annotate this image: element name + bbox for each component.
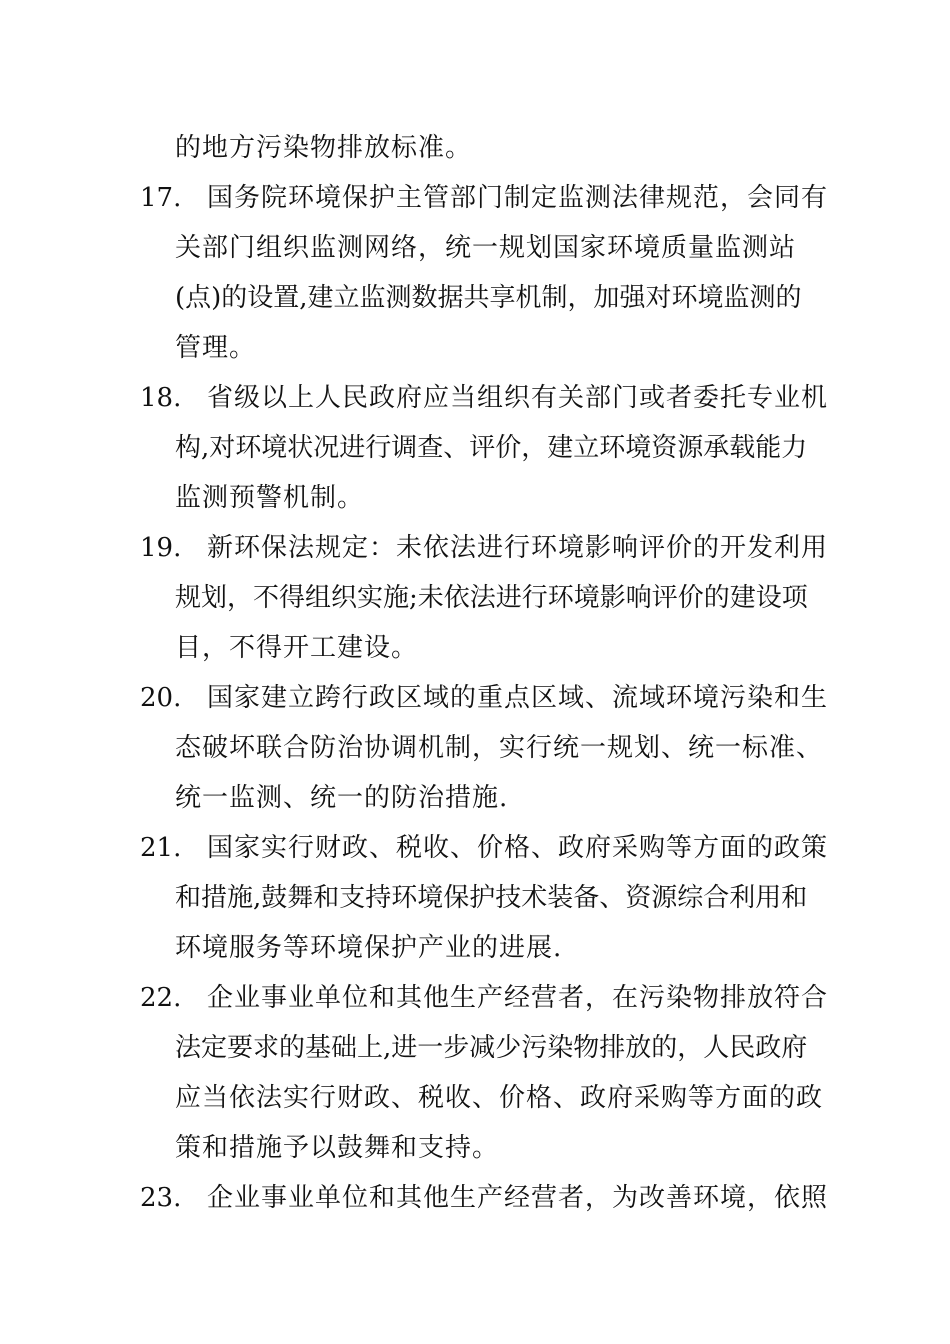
item-line: 监测预警机制。 <box>175 483 365 513</box>
item-line: 规划，不得组织实施;未依法进行环境影响评价的建设项 <box>175 583 808 613</box>
paragraph-continuation: 的地方污染物排放标准。 <box>175 133 473 163</box>
item-line: 态破坏联合防治协调机制，实行统一规划、统一标准、 <box>175 733 824 763</box>
item-line: 应当依法实行财政、税收、价格、政府采购等方面的政 <box>175 1083 824 1113</box>
item-number: 21. <box>140 833 182 863</box>
item-line: 省级以上人民政府应当组织有关部门或者委托专业机 <box>207 383 829 413</box>
item-line: 关部门组织监测网络，统一规划国家环境质量监测站 <box>175 233 797 263</box>
item-number: 19. <box>140 533 182 563</box>
item-line: 构,对环境状况进行调查、评价，建立环境资源承载能力 <box>175 433 808 463</box>
item-line: 法定要求的基础上,进一步减少污染物排放的，人民政府 <box>175 1033 808 1063</box>
item-line: (点)的设置,建立监测数据共享机制，加强对环境监测的 <box>175 283 802 313</box>
item-line: 目，不得开工建设。 <box>175 633 419 663</box>
item-number: 23. <box>140 1183 182 1213</box>
item-line: 统一监测、统一的防治措施. <box>175 783 509 813</box>
item-line: 国务院环境保护主管部门制定监测法律规范，会同有 <box>207 183 829 213</box>
item-line: 国家实行财政、税收、价格、政府采购等方面的政策 <box>207 833 829 863</box>
item-number: 20. <box>140 683 182 713</box>
item-number: 18. <box>140 383 182 413</box>
item-line: 新环保法规定：未依法进行环境影响评价的开发利用 <box>207 533 829 563</box>
item-line: 企业事业单位和其他生产经营者，为改善环境，依照 <box>207 1183 829 1213</box>
item-line: 策和措施予以鼓舞和支持。 <box>175 1133 500 1163</box>
item-line: 环境服务等环境保护产业的进展. <box>175 933 563 963</box>
item-line: 管理。 <box>175 333 257 363</box>
item-line: 和措施,鼓舞和支持环境保护技术装备、资源综合利用和 <box>175 883 808 913</box>
item-number: 17. <box>140 183 182 213</box>
item-number: 22. <box>140 983 182 1013</box>
item-line: 企业事业单位和其他生产经营者，在污染物排放符合 <box>207 983 829 1013</box>
item-line: 国家建立跨行政区域的重点区域、流域环境污染和生 <box>207 683 829 713</box>
